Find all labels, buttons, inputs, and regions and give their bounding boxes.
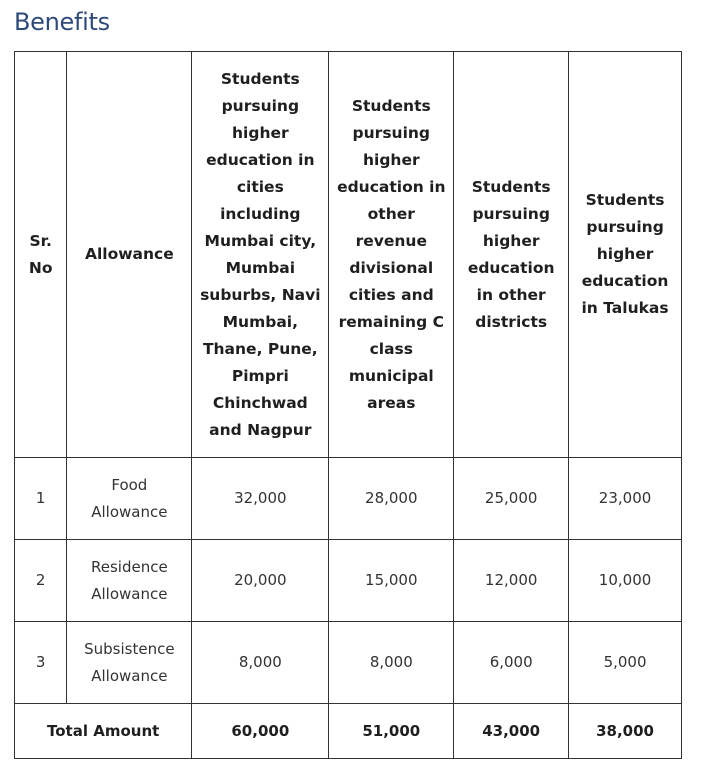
total-talukas: 38,000 [569, 704, 682, 759]
total-row [15, 704, 682, 759]
cell-allowance: Food Allowance [67, 458, 192, 540]
cell-allowance: Residence Allowance [67, 540, 192, 622]
benefits-table [14, 51, 682, 759]
cell-divisional-cities: 8,000 [329, 622, 454, 704]
total-cities-major: 60,000 [192, 704, 329, 759]
cell-talukas: 23,000 [569, 458, 682, 540]
header-talukas: Students pursuing higher education in Talukas [569, 52, 682, 458]
table-row [15, 540, 682, 622]
cell-talukas: 10,000 [569, 540, 682, 622]
cell-other-districts: 12,000 [454, 540, 569, 622]
total-divisional-cities: 51,000 [329, 704, 454, 759]
cell-other-districts: 6,000 [454, 622, 569, 704]
cell-allowance: Subsistence Allowance [67, 622, 192, 704]
cell-sr-no: 3 [15, 622, 67, 704]
total-label: Total Amount [15, 704, 192, 759]
cell-cities-major: 20,000 [192, 540, 329, 622]
table-row [15, 622, 682, 704]
cell-sr-no: 2 [15, 540, 67, 622]
header-other-districts: Students pursuing higher education in other districts [454, 52, 569, 458]
cell-sr-no: 1 [15, 458, 67, 540]
cell-divisional-cities: 28,000 [329, 458, 454, 540]
header-divisional-cities: Students pursuing higher education in other revenue divisional cities and remaining C class municipal areas [329, 52, 454, 458]
total-other-districts: 43,000 [454, 704, 569, 759]
table-header-row [15, 52, 682, 458]
cell-other-districts: 25,000 [454, 458, 569, 540]
cell-talukas: 5,000 [569, 622, 682, 704]
header-cities-major: Students pursuing higher education in cities including Mumbai city, Mumbai suburbs, Navi Mumbai, Thane, Pune, Pimpri Chinchwad and Nagpur [192, 52, 329, 458]
header-sr-no: Sr. No [15, 52, 67, 458]
cell-cities-major: 32,000 [192, 458, 329, 540]
cell-cities-major: 8,000 [192, 622, 329, 704]
page-title: Benefits [14, 8, 110, 36]
cell-divisional-cities: 15,000 [329, 540, 454, 622]
header-allowance: Allowance [67, 52, 192, 458]
table-row [15, 458, 682, 540]
